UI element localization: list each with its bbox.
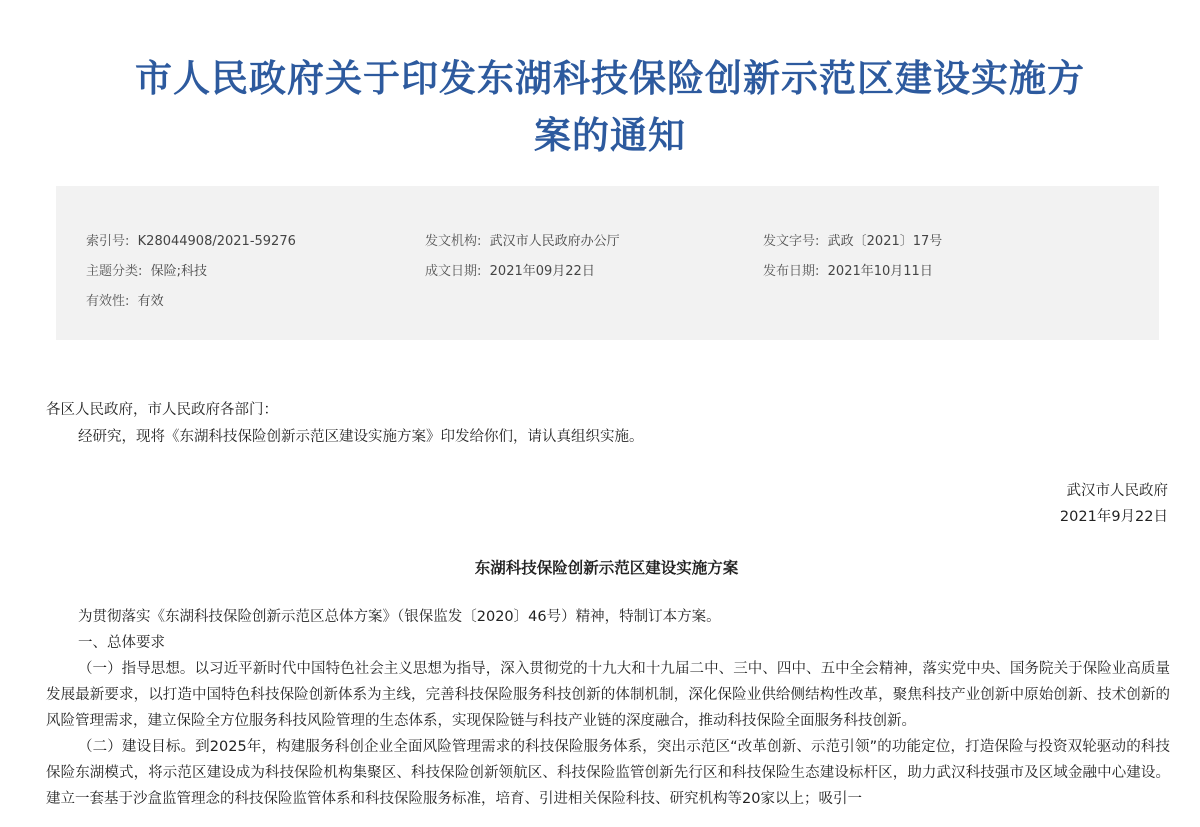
paragraph-guiding-ideology: （一）指导思想。以习近平新时代中国特色社会主义思想为指导，深入贯彻党的十九大和十九届二中、三中、四中、五中全会精神，落实党中央、国务院关于保险业高质量发展最新要求，以打造中国特色科技保险创新体系为主线，完善科技保险服务科技创新的体制机制，深化保险业供给侧结构性改革，聚焦科技产业创新中原始创新、技术创新的风险管理需求，建立保险全方位服务科技风险管理的生态体系，实现保险链与科技产业链的深度融合，推动科技保险全面服务科技创新。 (46, 661, 1170, 729)
issuing-agency-label: 发文机构: (425, 234, 482, 249)
index-number-value: K28044908/2021-59276 (137, 234, 296, 249)
validity-label: 有效性: (86, 294, 130, 309)
plan-body (46, 604, 1170, 812)
signature-date: 2021年9月22日 (1059, 509, 1168, 525)
metadata-panel (56, 186, 1159, 340)
document-number (763, 230, 942, 249)
metadata-row-2 (56, 260, 1159, 280)
paragraph-construction-goals: （二）建设目标。到2025年，构建服务科创企业全面风险管理需求的科技保险服务体系，突出示范区“改革创新、示范引领”的功能定位，打造保险与投资双轮驱动的科技保险东湖模式，将示范区建设成为科技保险机构集聚区、科技保险创新领航区、科技保险监管创新先行区和科技保险生态建设标杆区，助力武汉科技强市及区域金融中心建设。建立一套基于沙盒监管理念的科技保险监管体系和科技保险服务标准，培育、引进相关保险科技、研究机构等20家以上；吸引一 (46, 739, 1170, 807)
validity-value: 有效 (137, 294, 164, 309)
publish-date (763, 260, 933, 279)
section-heading: 一、总体要求 (78, 635, 165, 651)
topic-category (86, 260, 207, 279)
letter-salutation: 各区人民政府，市人民政府各部门： (46, 402, 278, 418)
topic-category-value: 保险;科技 (150, 264, 208, 279)
index-number (86, 230, 296, 249)
topic-category-label: 主题分类: (86, 264, 143, 279)
document-title (60, 50, 1160, 164)
signer: 武汉市人民政府 (1066, 483, 1168, 499)
index-number-label: 索引号: (86, 234, 130, 249)
document-number-label: 发文字号: (763, 234, 820, 249)
creation-date-value: 2021年09月22日 (489, 264, 595, 279)
issuing-agency (425, 230, 620, 249)
document-title-line-2: 案的通知 (534, 114, 686, 157)
validity (86, 290, 164, 309)
metadata-row-1 (56, 230, 1159, 250)
issuing-agency-value: 武汉市人民政府办公厅 (489, 234, 620, 249)
plan-title: 东湖科技保险创新示范区建设实施方案 (474, 559, 739, 577)
publish-date-label: 发布日期: (763, 264, 820, 279)
plan-intro: 为贯彻落实《东湖科技保险创新示范区总体方案》（银保监发〔2020〕46号）精神，特制订本方案。 (78, 609, 721, 625)
creation-date (425, 260, 595, 279)
metadata-row-3 (56, 290, 1159, 310)
letter-content: 经研究，现将《东湖科技保险创新示范区建设实施方案》印发给你们，请认真组织实施。 (78, 429, 644, 445)
creation-date-label: 成文日期: (425, 264, 482, 279)
document-number-value: 武政〔2021〕17号 (827, 234, 943, 249)
publish-date-value: 2021年10月11日 (827, 264, 933, 279)
document-title-line-1: 市人民政府关于印发东湖科技保险创新示范区建设实施方 (135, 57, 1085, 100)
